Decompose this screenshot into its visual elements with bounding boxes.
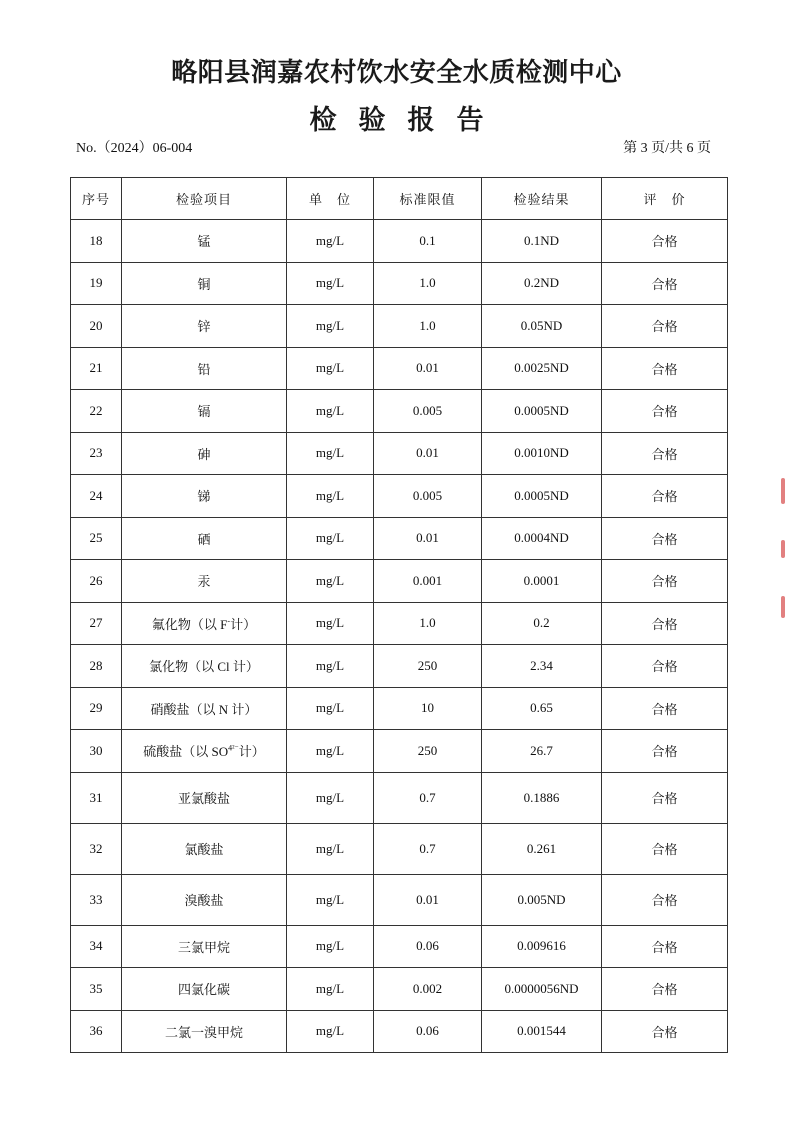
standard-limit-cell: 0.005 xyxy=(374,390,482,433)
test-result-cell: 0.0001 xyxy=(482,560,602,603)
unit-cell: mg/L xyxy=(287,823,374,874)
serial-no-cell: 25 xyxy=(71,517,122,560)
standard-limit-cell: 250 xyxy=(374,645,482,688)
unit-cell: mg/L xyxy=(287,645,374,688)
standard-limit-cell: 0.06 xyxy=(374,1010,482,1053)
test-result-cell: 0.0000056ND xyxy=(482,968,602,1011)
table-row xyxy=(71,874,728,925)
test-result-cell: 0.001544 xyxy=(482,1010,602,1053)
unit-cell: mg/L xyxy=(287,602,374,645)
evaluation-cell: 合格 xyxy=(602,823,728,874)
test-item-cell xyxy=(122,730,287,773)
table-row xyxy=(71,347,728,390)
evaluation-cell: 合格 xyxy=(602,560,728,603)
table-body xyxy=(71,220,728,1053)
test-result-cell: 0.2ND xyxy=(482,262,602,305)
test-item-text: 硫酸盐（以 SO xyxy=(143,744,229,760)
standard-limit-cell: 0.1 xyxy=(374,220,482,263)
test-item-superscript: 4²⁻ xyxy=(228,743,239,753)
standard-limit-cell: 0.01 xyxy=(374,432,482,475)
unit-cell: mg/L xyxy=(287,560,374,603)
test-result-cell: 2.34 xyxy=(482,645,602,688)
standard-limit-cell: 0.01 xyxy=(374,517,482,560)
unit-cell: mg/L xyxy=(287,925,374,968)
serial-no-cell: 33 xyxy=(71,874,122,925)
evaluation-cell: 合格 xyxy=(602,687,728,730)
organization-title: 略阳县润嘉农村饮水安全水质检测中心 xyxy=(171,58,622,88)
standard-limit-cell: 0.01 xyxy=(374,347,482,390)
evaluation-cell: 合格 xyxy=(602,602,728,645)
table-row xyxy=(71,262,728,305)
evaluation-cell: 合格 xyxy=(602,874,728,925)
test-result-cell: 0.65 xyxy=(482,687,602,730)
unit-cell: mg/L xyxy=(287,262,374,305)
test-item-text: 氟化物（以 F xyxy=(151,616,228,632)
test-item-cell: 镉 xyxy=(122,390,287,433)
table-row xyxy=(71,475,728,518)
serial-no-cell: 19 xyxy=(71,262,122,305)
test-result-cell: 0.0025ND xyxy=(482,347,602,390)
test-result-cell: 26.7 xyxy=(482,730,602,773)
unit-cell: mg/L xyxy=(287,968,374,1011)
test-item-cell: 亚氯酸盐 xyxy=(122,772,287,823)
evaluation-cell: 合格 xyxy=(602,390,728,433)
standard-limit-cell: 0.002 xyxy=(374,968,482,1011)
test-item-cell: 砷 xyxy=(122,432,287,475)
header-test-result: 检验结果 xyxy=(482,178,602,220)
evaluation-cell: 合格 xyxy=(602,475,728,518)
unit-cell: mg/L xyxy=(287,390,374,433)
header-evaluation: 评 价 xyxy=(602,178,728,220)
test-result-cell: 0.009616 xyxy=(482,925,602,968)
serial-no-cell: 28 xyxy=(71,645,122,688)
standard-limit-cell: 0.005 xyxy=(374,475,482,518)
standard-limit-cell: 0.001 xyxy=(374,560,482,603)
report-number: No.（2024）06-004 xyxy=(76,141,193,156)
test-item-cell: 锌 xyxy=(122,305,287,348)
test-item-cell xyxy=(122,602,287,645)
table-row xyxy=(71,1010,728,1053)
test-result-cell: 0.0005ND xyxy=(482,475,602,518)
standard-limit-cell: 0.7 xyxy=(374,772,482,823)
test-item-cell: 硒 xyxy=(122,517,287,560)
table-row xyxy=(71,432,728,475)
test-item-cell: 铅 xyxy=(122,347,287,390)
standard-limit-cell: 1.0 xyxy=(374,262,482,305)
serial-no-cell: 30 xyxy=(71,730,122,773)
test-item-cell: 氯化物（以 Cl 计） xyxy=(122,645,287,688)
serial-no-cell: 23 xyxy=(71,432,122,475)
page-indicator: 第 3 页/共 6 页 xyxy=(623,141,711,156)
table-row xyxy=(71,517,728,560)
unit-cell: mg/L xyxy=(287,1010,374,1053)
test-result-cell: 0.1886 xyxy=(482,772,602,823)
evaluation-cell: 合格 xyxy=(602,262,728,305)
test-result-cell: 0.1ND xyxy=(482,220,602,263)
header-unit: 单 位 xyxy=(287,178,374,220)
test-result-cell: 0.05ND xyxy=(482,305,602,348)
evaluation-cell: 合格 xyxy=(602,305,728,348)
header-test-item: 检验项目 xyxy=(122,178,287,220)
table-row xyxy=(71,560,728,603)
table-row xyxy=(71,390,728,433)
header-serial-no: 序号 xyxy=(71,178,122,220)
test-item-cell: 三氯甲烷 xyxy=(122,925,287,968)
serial-no-cell: 27 xyxy=(71,602,122,645)
table-row xyxy=(71,220,728,263)
standard-limit-cell: 10 xyxy=(374,687,482,730)
evaluation-cell: 合格 xyxy=(602,730,728,773)
serial-no-cell: 36 xyxy=(71,1010,122,1053)
serial-no-cell: 35 xyxy=(71,968,122,1011)
serial-no-cell: 21 xyxy=(71,347,122,390)
serial-no-cell: 31 xyxy=(71,772,122,823)
test-result-cell: 0.005ND xyxy=(482,874,602,925)
test-item-superscript: - xyxy=(227,616,231,626)
serial-no-cell: 24 xyxy=(71,475,122,518)
unit-cell: mg/L xyxy=(287,220,374,263)
test-result-cell: 0.261 xyxy=(482,823,602,874)
evaluation-cell: 合格 xyxy=(602,347,728,390)
report-title: 检验报告 xyxy=(309,105,506,136)
red-stamp-mark xyxy=(781,478,785,504)
unit-cell: mg/L xyxy=(287,475,374,518)
red-stamp-mark xyxy=(781,596,785,618)
header-standard-limit: 标准限值 xyxy=(374,178,482,220)
test-result-cell: 0.0005ND xyxy=(482,390,602,433)
standard-limit-cell: 1.0 xyxy=(374,305,482,348)
serial-no-cell: 20 xyxy=(71,305,122,348)
unit-cell: mg/L xyxy=(287,874,374,925)
evaluation-cell: 合格 xyxy=(602,772,728,823)
standard-limit-cell: 1.0 xyxy=(374,602,482,645)
serial-no-cell: 26 xyxy=(71,560,122,603)
standard-limit-cell: 0.01 xyxy=(374,874,482,925)
test-item-cell: 氯酸盐 xyxy=(122,823,287,874)
test-result-cell: 0.0004ND xyxy=(482,517,602,560)
table-row xyxy=(71,823,728,874)
table-row xyxy=(71,772,728,823)
serial-no-cell: 18 xyxy=(71,220,122,263)
unit-cell: mg/L xyxy=(287,305,374,348)
test-item-cell: 溴酸盐 xyxy=(122,874,287,925)
evaluation-cell: 合格 xyxy=(602,220,728,263)
table-row xyxy=(71,687,728,730)
table-row xyxy=(71,730,728,773)
table-row xyxy=(71,602,728,645)
serial-no-cell: 32 xyxy=(71,823,122,874)
serial-no-cell: 22 xyxy=(71,390,122,433)
unit-cell: mg/L xyxy=(287,687,374,730)
evaluation-cell: 合格 xyxy=(602,925,728,968)
test-item-cell: 汞 xyxy=(122,560,287,603)
unit-cell: mg/L xyxy=(287,432,374,475)
table-row xyxy=(71,925,728,968)
evaluation-cell: 合格 xyxy=(602,432,728,475)
unit-cell: mg/L xyxy=(287,730,374,773)
test-item-text-tail: 计） xyxy=(238,744,265,760)
serial-no-cell: 34 xyxy=(71,925,122,968)
test-item-cell: 锑 xyxy=(122,475,287,518)
test-item-cell: 四氯化碳 xyxy=(122,968,287,1011)
unit-cell: mg/L xyxy=(287,772,374,823)
unit-cell: mg/L xyxy=(287,517,374,560)
evaluation-cell: 合格 xyxy=(602,645,728,688)
evaluation-cell: 合格 xyxy=(602,517,728,560)
standard-limit-cell: 0.7 xyxy=(374,823,482,874)
red-stamp-mark xyxy=(781,540,785,558)
table-row xyxy=(71,305,728,348)
test-item-text-tail: 计） xyxy=(230,616,257,632)
test-item-cell: 硝酸盐（以 N 计） xyxy=(122,687,287,730)
standard-limit-cell: 0.06 xyxy=(374,925,482,968)
test-item-cell: 锰 xyxy=(122,220,287,263)
evaluation-cell: 合格 xyxy=(602,1010,728,1053)
table-header-row xyxy=(71,178,728,220)
evaluation-cell: 合格 xyxy=(602,968,728,1011)
test-result-cell: 0.2 xyxy=(482,602,602,645)
test-item-cell: 铜 xyxy=(122,262,287,305)
table-row xyxy=(71,645,728,688)
standard-limit-cell: 250 xyxy=(374,730,482,773)
unit-cell: mg/L xyxy=(287,347,374,390)
results-table xyxy=(70,177,728,1053)
serial-no-cell: 29 xyxy=(71,687,122,730)
test-item-cell: 二氯一溴甲烷 xyxy=(122,1010,287,1053)
test-result-cell: 0.0010ND xyxy=(482,432,602,475)
table-row xyxy=(71,968,728,1011)
